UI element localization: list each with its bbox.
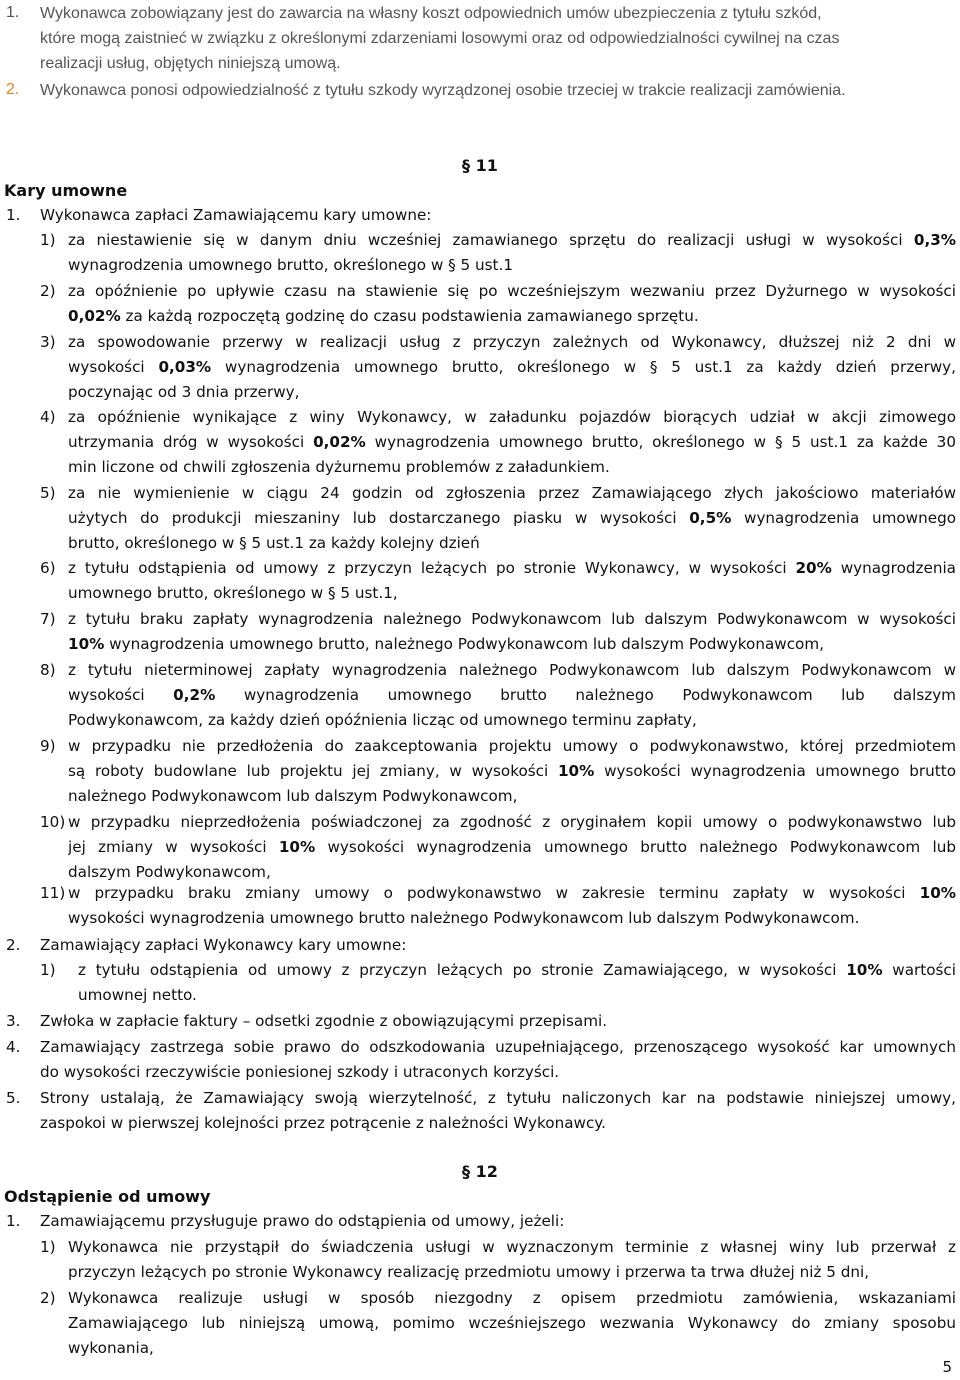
section-11-item-8-line-1: z tytułu nieterminowej zapłaty wynagrodzenia należnego Podwykonawcom lub dalszym Podwykonawcom w <box>68 661 956 679</box>
section-11-item-10-line-2: jej zmiany w wysokości 10% wysokości wynagrodzenia umownego brutto należnego Podwykonawcom lub <box>68 838 956 856</box>
section-11-item-6-line-2: umownego brutto, określonego w § 5 ust.1, <box>68 584 398 602</box>
section-11-item-2-number: 2) <box>40 282 56 300</box>
section-11-item-6-line-1: z tytułu odstąpienia od umowy z przyczyn leżących po stronie Wykonawcy, w wysokości 20% wynagrodzenia <box>68 559 956 577</box>
section-11-p5-number: 5. <box>6 1089 21 1107</box>
intro-p1-line-2: które mogą zaistnieć w związku z określonymi zdarzeniami losowymi oraz od odpowiedzialności cywilnej na czas <box>40 30 840 47</box>
section-11-p2-text: Zamawiający zapłaci Wykonawcy kary umowne: <box>40 936 407 954</box>
section-11-item-7-line-1: z tytułu braku zapłaty wynagrodzenia należnego Podwykonawcom lub dalszym Podwykonawcom w wysokości <box>68 610 956 628</box>
section-11-item-10-line-1: w przypadku nieprzedłożenia poświadczonej za zgodność z oryginałem kopii umowy o podwykonawstwo lub <box>68 813 956 831</box>
section-11-item-4-line-1: za opóźnienie wynikające z winy Wykonawcy, w załadunku pojazdów biorących udział w akcji zimowego <box>68 408 956 426</box>
section-12-item-1-number: 1) <box>40 1238 56 1256</box>
section-12-item-2-number: 2) <box>40 1289 56 1307</box>
section-11-item-4-number: 4) <box>40 408 56 426</box>
intro-p1-number: 1. <box>6 4 20 21</box>
section-12-p1-number: 1. <box>6 1212 21 1230</box>
section-11-item-3-line-3: poczynając od 3 dnia przerwy, <box>68 383 300 401</box>
section-11-item-8-line-2: wysokości 0,2% wynagrodzenia umownego brutto należnego Podwykonawcom lub dalszym <box>68 686 956 704</box>
section-11-item-5-line-1: za nie wymienienie w ciągu 24 godzin od zgłoszenia przez Zamawiającego złych jakościowo materiałów <box>68 484 956 502</box>
section-11-p4-line-2: do wysokości rzeczywiście poniesionej szkody i utraconych korzyści. <box>40 1063 560 1081</box>
section-11-p5-line-2: zaspokoi w pierwszej kolejności przez potrącenie z należności Wykonawcy. <box>40 1114 606 1132</box>
section-11-p3-text: Zwłoka w zapłacie faktury – odsetki zgodnie z obowiązującymi przepisami. <box>40 1012 608 1030</box>
section-11-item-1-line-1: za niestawienie się w danym dniu wcześniej zamawianego sprzętu do realizacji usługi w wysokości 0,3% <box>68 231 956 249</box>
section-11-item-10-number: 10) <box>40 813 66 831</box>
section-11-p2-item-line-1: z tytułu odstąpienia od umowy z przyczyn leżących po stronie Zamawiającego, w wysokości 10% wartości <box>78 961 956 979</box>
section-11-item-4-line-2: utrzymania dróg w wysokości 0,02% wynagrodzenia umownego brutto, określonego w § 5 ust.1 za każde 30 <box>68 433 956 451</box>
intro-p2-line-1: Wykonawca ponosi odpowiedzialność z tytułu szkody wyrządzonej osobie trzeciej w trakcie realizacji zamówienia. <box>40 82 846 99</box>
section-11-p2-item-line-2: umownej netto. <box>78 986 197 1004</box>
section-11-item-7-line-2: 10% wynagrodzenia umownego brutto, należnego Podwykonawcom lub dalszym Podwykonawcom, <box>68 635 824 653</box>
section-12-title: Odstąpienie od umowy <box>4 1187 211 1206</box>
section-11-item-4-line-3: min liczone od chwili zgłoszenia dyżurnemu problemów z załadunkiem. <box>68 458 610 476</box>
section-11-item-8-line-3: Podwykonawcom, za każdy dzień opóźnienia licząc od umownego terminu zapłaty, <box>68 711 697 729</box>
section-11-item-6-number: 6) <box>40 559 56 577</box>
section-11-p4-number: 4. <box>6 1038 21 1056</box>
section-11-item-3-line-1: za spowodowanie przerwy w realizacji usług z przyczyn zależnych od Wykonawcy, dłuższej niż 2 dni w <box>68 333 956 351</box>
section-12-item-2-line-1: Wykonawca realizuje usługi w sposób niezgodny z opisem przedmiotu zamówienia, wskazaniami <box>68 1289 956 1307</box>
section-12-item-1-line-2: przyczyn leżących po stronie Wykonawcy realizację przedmiotu umowy i przerwa ta trwa dłużej niż 5 dni, <box>68 1263 870 1281</box>
section-11-number: § 11 <box>462 156 498 175</box>
section-11-p1-number: 1. <box>6 206 21 224</box>
section-11-p2-number: 2. <box>6 936 21 954</box>
section-11-item-3-number: 3) <box>40 333 56 351</box>
section-11-p1-text: Wykonawca zapłaci Zamawiającemu kary umowne: <box>40 206 432 224</box>
page-number: 5 <box>942 1358 952 1376</box>
section-11-title: Kary umowne <box>4 181 128 200</box>
section-11-item-9-line-1: w przypadku nie przedłożenia do zaakceptowania projektu umowy o podwykonawstwo, której przedmiotem <box>68 737 956 755</box>
intro-p1-line-1: Wykonawca zobowiązany jest do zawarcia na własny koszt odpowiednich umów ubezpieczenia z tytułu szkód, <box>40 5 822 22</box>
section-11-item-8-number: 8) <box>40 661 56 679</box>
section-11-item-10-line-3: dalszym Podwykonawcom, <box>68 863 271 881</box>
section-11-item-2-line-1: za opóźnienie po upływie czasu na stawienie się po wcześniejszym wezwaniu przez Dyżurnego w wysokości <box>68 282 956 300</box>
section-11-item-11-line-1: w przypadku braku zmiany umowy o podwykonawstwo w zakresie terminu zapłaty w wysokości 10% <box>68 884 956 902</box>
section-11-item-9-number: 9) <box>40 737 56 755</box>
section-11-item-9-line-3: należnego Podwykonawcom lub dalszym Podwykonawcom, <box>68 787 518 805</box>
section-11-p3-number: 3. <box>6 1012 21 1030</box>
section-11-item-2-line-2: 0,02% za każdą rozpoczętą godzinę do czasu podstawienia zamawianego sprzętu. <box>68 307 699 325</box>
section-11-item-1-number: 1) <box>40 231 56 249</box>
section-11-item-7-number: 7) <box>40 610 56 628</box>
section-11-item-11-number: 11) <box>40 884 66 902</box>
section-12-number: § 12 <box>462 1162 498 1181</box>
section-11-item-1-line-2: wynagrodzenia umownego brutto, określonego w § 5 ust.1 <box>68 256 513 274</box>
intro-p1-line-3: realizacji usług, objętych niniejszą umową. <box>40 55 341 72</box>
section-12-p1-text: Zamawiającemu przysługuje prawo do odstąpienia od umowy, jeżeli: <box>40 1212 565 1230</box>
section-11-item-11-line-2: wysokości wynagrodzenia umownego brutto należnego Podwykonawcom lub dalszym Podwykonawcom. <box>68 909 860 927</box>
intro-p2-number: 2. <box>6 81 20 98</box>
section-11-item-5-line-3: brutto, określonego w § 5 ust.1 za każdy kolejny dzień <box>68 534 480 552</box>
section-12-item-2-line-2: Zamawiającego lub niniejszą umową, pomimo wcześniejszego wezwania Wykonawcy do zmiany sposobu <box>68 1314 956 1332</box>
section-11-p4-line-1: Zamawiający zastrzega sobie prawo do odszkodowania uzupełniającego, przenoszącego wysokość kar umownych <box>40 1038 956 1056</box>
section-12-item-2-line-3: wykonania, <box>68 1339 154 1357</box>
section-11-p5-line-1: Strony ustalają, że Zamawiający swoją wierzytelność, z tytułu naliczonych kar na podstawie niniejszej umowy, <box>40 1089 956 1107</box>
section-11-item-3-line-2: wysokości 0,03% wynagrodzenia umownego brutto, określonego w § 5 ust.1 za każdy dzień przerwy, <box>68 358 956 376</box>
section-11-item-5-number: 5) <box>40 484 56 502</box>
section-11-item-5-line-2: użytych do produkcji mieszaniny lub dostarczanego piasku w wysokości 0,5% wynagrodzenia umownego <box>68 509 956 527</box>
section-11-item-9-line-2: są roboty budowlane lub projektu jej zmiany, w wysokości 10% wysokości wynagrodzenia umownego brutto <box>68 762 956 780</box>
section-11-p2-item-number: 1) <box>40 961 56 979</box>
section-12-item-1-line-1: Wykonawca nie przystąpił do świadczenia usługi w wyznaczonym terminie z własnej winy lub przerwał z <box>68 1238 956 1256</box>
